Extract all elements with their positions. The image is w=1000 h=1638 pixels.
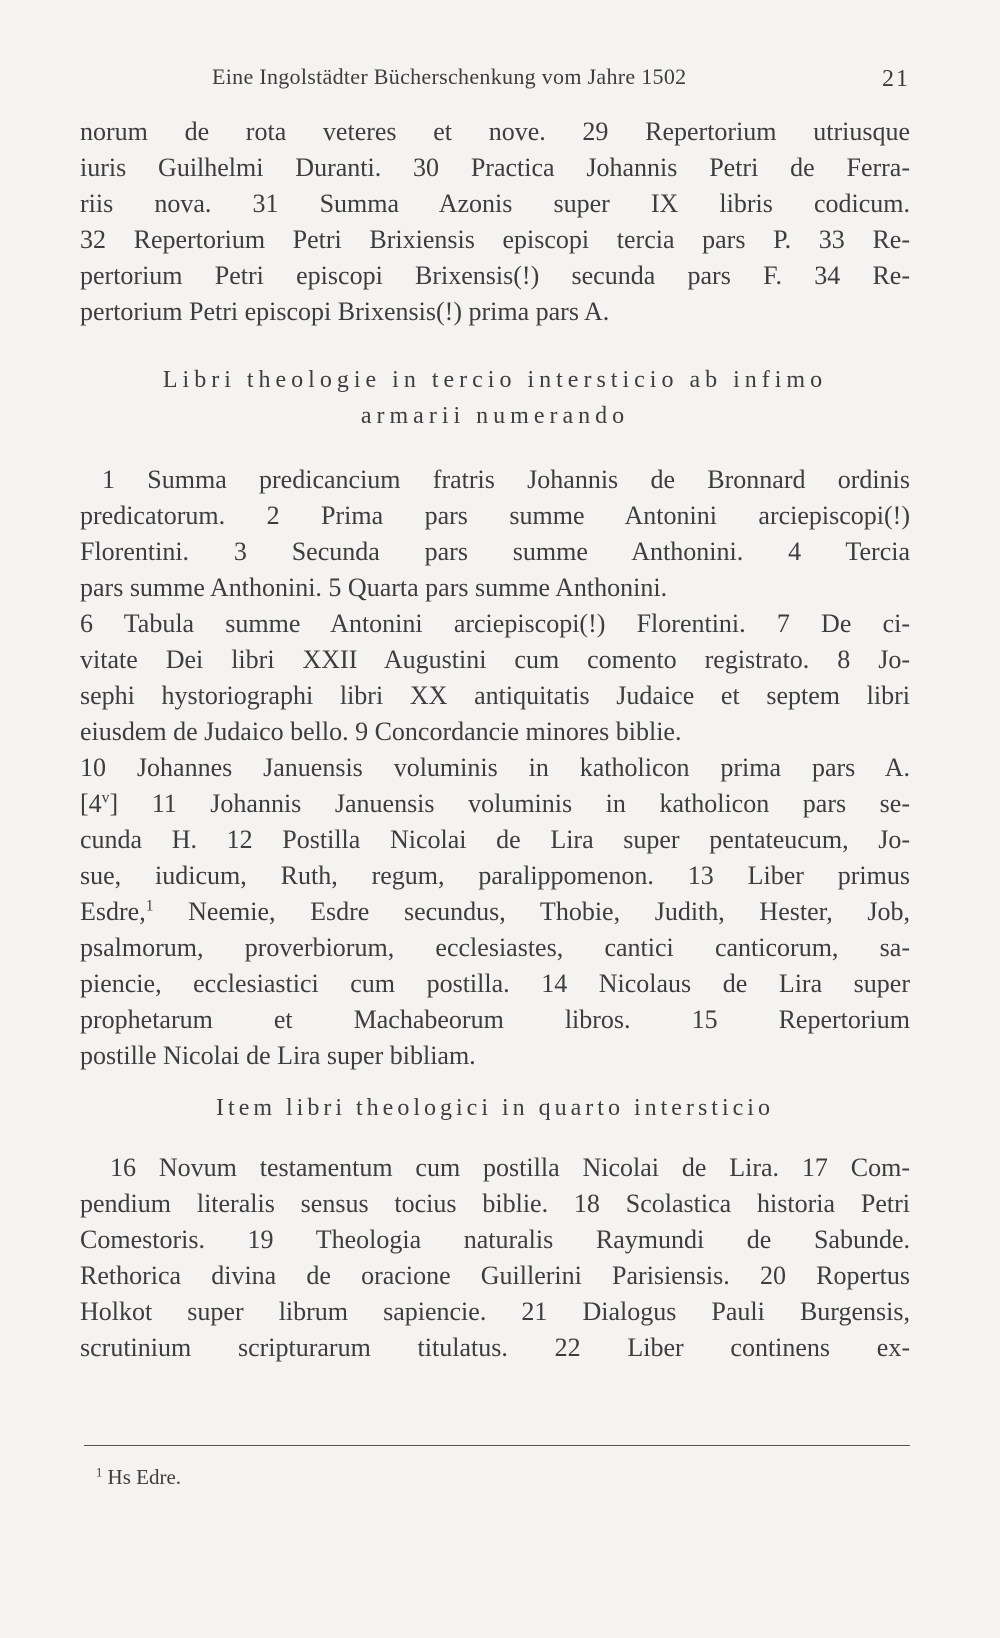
folio-close: ] 11 Johannis Januensis voluminis in katholicon pars se- — [109, 789, 910, 818]
text-line: Florentini. 3 Secunda pars summe Anthonini. 4 Tercia — [80, 537, 910, 566]
folio-verso-mark: v — [101, 789, 110, 807]
text-line: pars summe Anthonini. 5 Quarta pars summe Anthonini. — [80, 573, 668, 602]
text-line: sephi hystoriographi libri XX antiquitatis Judaice et septem libri — [80, 681, 910, 710]
footnote-ref: 1 — [145, 897, 154, 915]
text-line: prophetarum et Machabeorum libros. 15 Repertorium — [80, 1005, 910, 1034]
text-line: pendium literalis sensus tocius biblie. 18 Scolastica historia Petri — [80, 1189, 910, 1218]
footnote-text: Hs Edre. — [102, 1465, 182, 1489]
text-line: riis nova. 31 Summa Azonis super IX libris codicum. — [80, 189, 910, 218]
text-line: 6 Tabula summe Antonini arciepiscopi(!) Florentini. 7 De ci- — [80, 609, 910, 638]
heading-line: Item libri theologici in quarto intersticio — [216, 1095, 774, 1121]
section-heading-tercio — [80, 362, 910, 434]
text-line: pertorium Petri episcopi Brixensis(!) prima pars A. — [80, 297, 610, 326]
page-number: 21 — [882, 66, 910, 92]
heading-line: armarii numerando — [360, 403, 630, 429]
paragraph-quarto-intersticio — [80, 1150, 910, 1366]
esdre-word: Esdre, — [80, 897, 146, 926]
text-line-esdre — [80, 894, 910, 930]
text-line-folio — [80, 786, 910, 822]
section-heading-quarto — [80, 1090, 910, 1126]
text-line: 10 Johannes Januensis voluminis in katholicon prima pars A. — [80, 753, 910, 782]
running-head — [80, 64, 910, 104]
text-line: scrutinium scripturarum titulatus. 22 Liber continens ex- — [80, 1333, 910, 1362]
text-line: Rethorica divina de oracione Guillerini Parisiensis. 20 Ropertus — [80, 1261, 910, 1290]
running-title: Eine Ingolstädter Bücherschenkung vom Jahre 1502 — [212, 64, 687, 89]
text-line: eiusdem de Judaico bello. 9 Concordancie minores biblie. — [80, 717, 682, 746]
text-line: iuris Guilhelmi Duranti. 30 Practica Johannis Petri de Ferra- — [80, 153, 910, 182]
footnote — [96, 1465, 181, 1490]
text-line: cunda H. 12 Postilla Nicolai de Lira super pentateucum, Jo- — [80, 825, 910, 854]
heading-line: Libri theologie in tercio intersticio ab infimo — [162, 367, 828, 393]
text-line: psalmorum, proverbiorum, ecclesiastes, cantici canticorum, sa- — [80, 933, 910, 962]
text-line: 32 Repertorium Petri Brixiensis episcopi tercia pars P. 33 Re- — [80, 225, 910, 254]
text-line: Comestoris. 19 Theologia naturalis Raymundi de Sabunde. — [80, 1225, 910, 1254]
text-line: Holkot super librum sapiencie. 21 Dialogus Pauli Burgensis, — [80, 1297, 910, 1326]
text-line: sue, iudicum, Ruth, regum, paralippomenon. 13 Liber primus — [80, 861, 910, 890]
footnote-marker: 1 — [96, 1465, 103, 1480]
text-line: pertorium Petri episcopi Brixensis(!) secunda pars F. 34 Re- — [80, 261, 910, 290]
text-line: 16 Novum testamentum cum postilla Nicolai de Lira. 17 Com- — [110, 1153, 910, 1182]
text-line: norum de rota veteres et nove. 29 Repertorium utriusque — [80, 117, 910, 146]
folio-open: [4 — [80, 789, 102, 818]
esdre-rest: Neemie, Esdre secundus, Thobie, Judith, Hester, Job, — [153, 897, 910, 926]
text-line: vitate Dei libri XXII Augustini cum comento registrato. 8 Jo- — [80, 645, 910, 674]
text-line: postille Nicolai de Lira super bibliam. — [80, 1041, 476, 1070]
text-line: 1 Summa predicancium fratris Johannis de Bronnard ordinis — [102, 465, 910, 494]
text-line: piencie, ecclesiastici cum postilla. 14 Nicolaus de Lira super — [80, 969, 910, 998]
footnote-divider — [84, 1445, 910, 1446]
text-line: predicatorum. 2 Prima pars summe Antonini arciepiscopi(!) — [80, 501, 910, 530]
paragraph-top — [80, 114, 910, 330]
paragraph-tercio-intersticio — [80, 462, 910, 1074]
